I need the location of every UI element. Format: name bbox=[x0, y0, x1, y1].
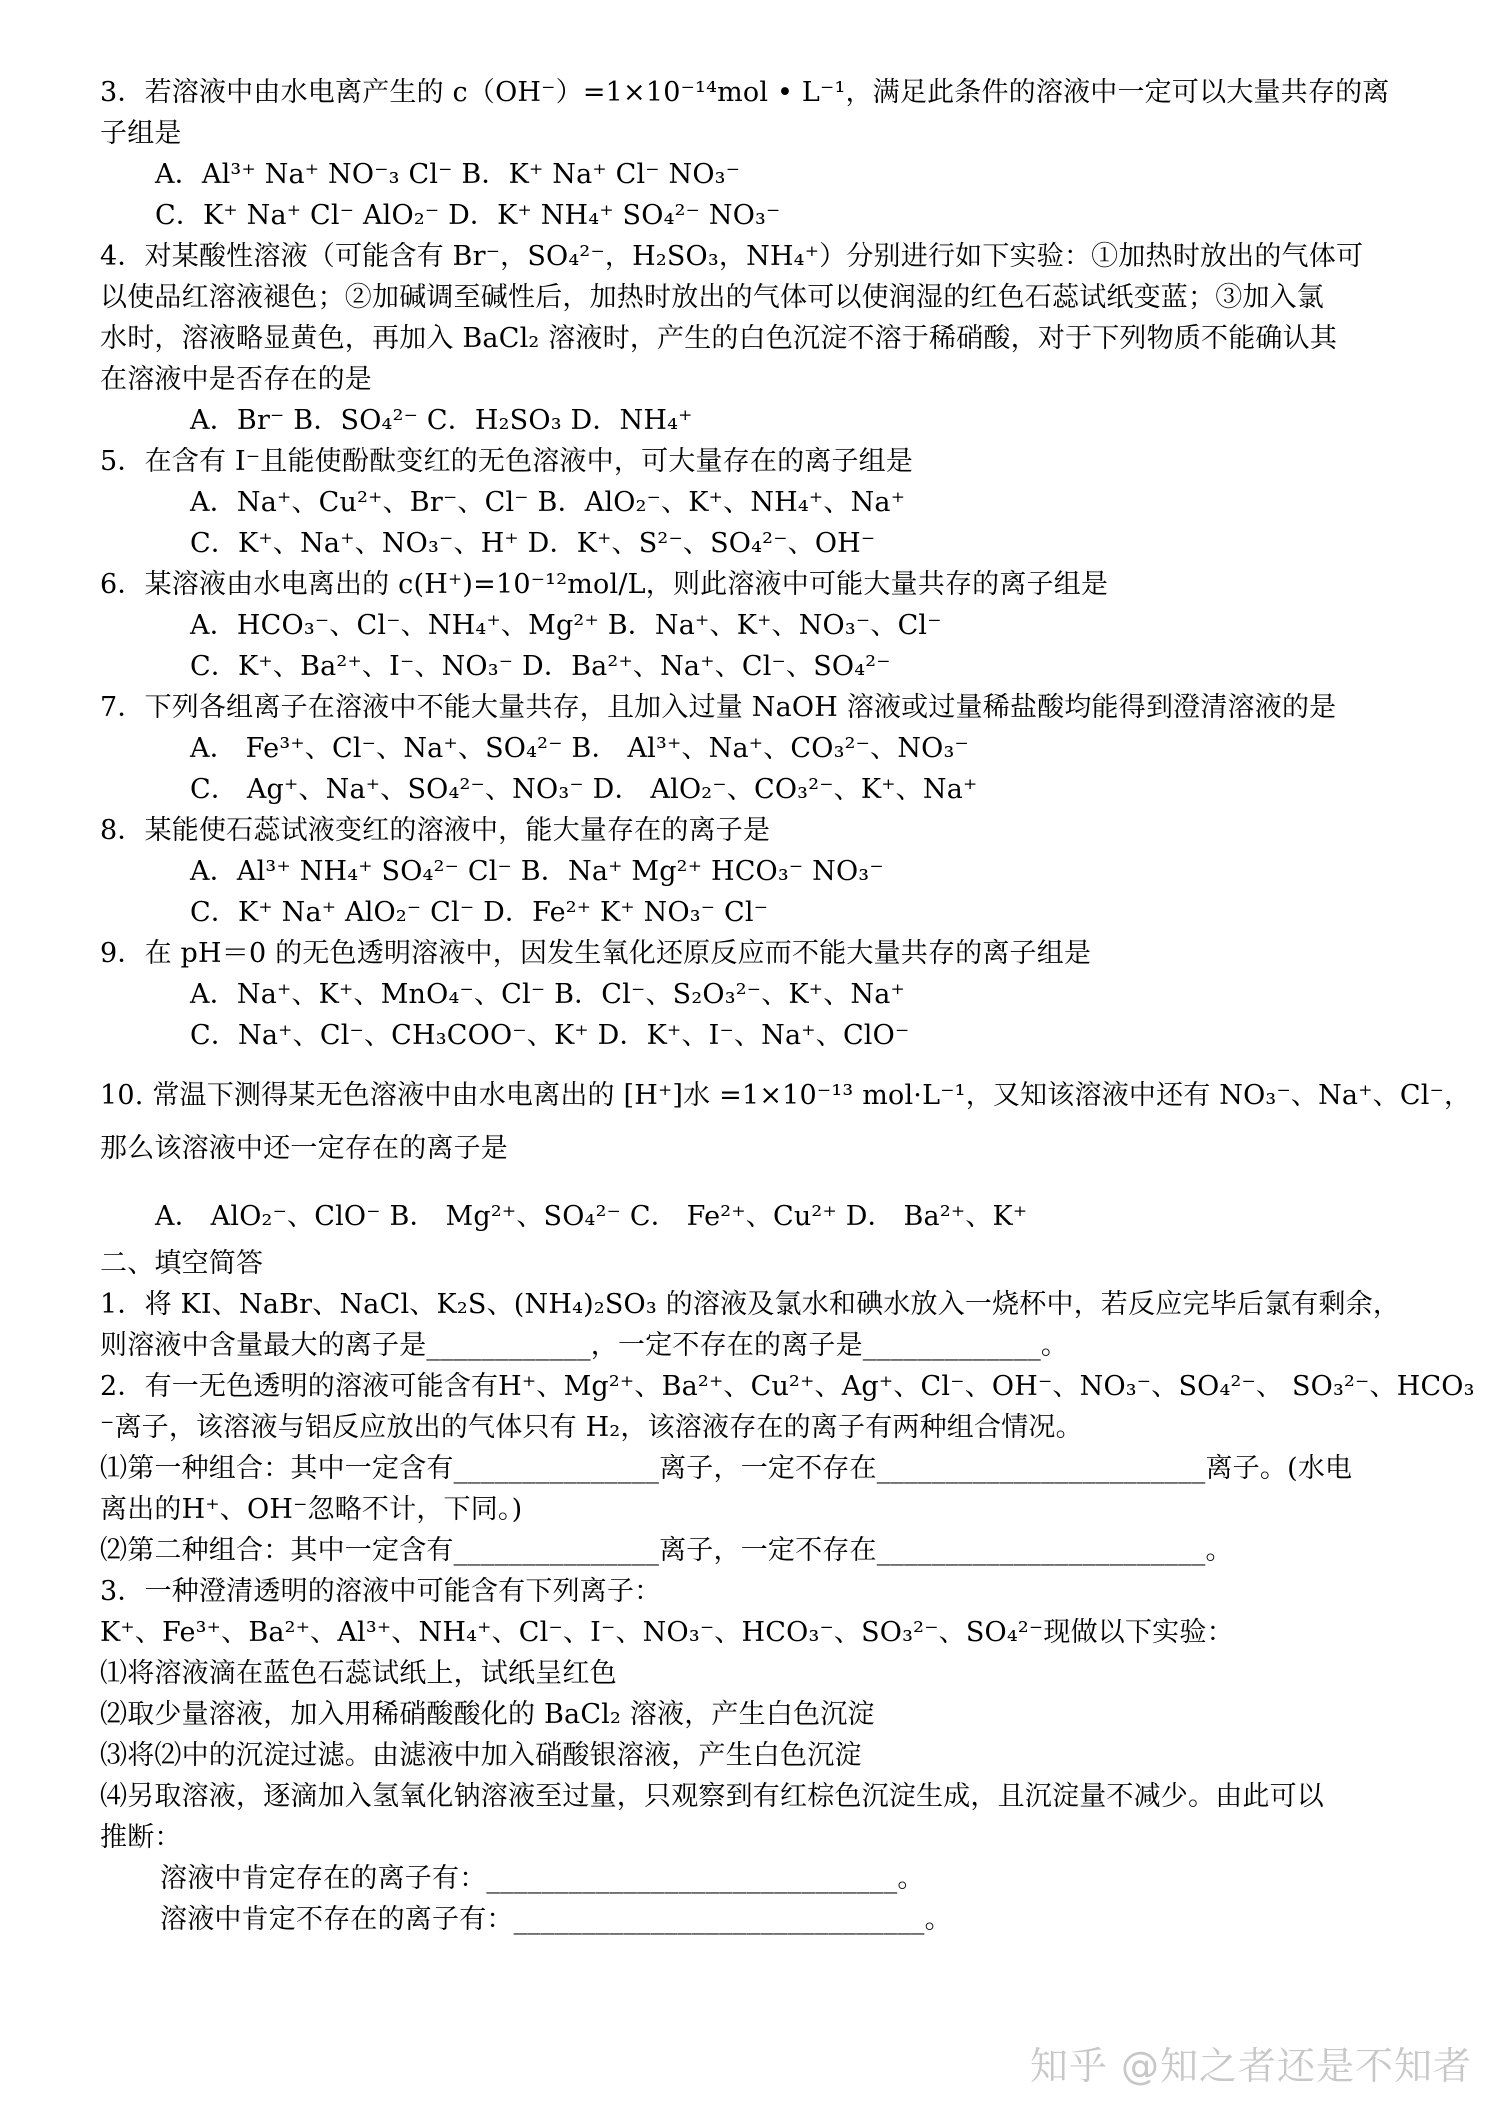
fill-q2-line-2: ⁻离子，该溶液与铝反应放出的气体只有 H₂，该溶液存在的离子有两种组合情况。 bbox=[100, 1412, 1083, 1443]
fill-q3-step-3: ⑶将⑵中的沉淀过滤。由滤液中加入硝酸银溶液，产生白色沉淀 bbox=[100, 1740, 862, 1771]
fill-q3-step-4-line-2: 推断： bbox=[100, 1822, 182, 1853]
q4-stem-line-1: 4．对某酸性溶液（可能含有 Br⁻，SO₄²⁻，H₂SO₃，NH₄⁺）分别进行如下实验：①加热时放出的气体可 bbox=[100, 241, 1364, 272]
q9-options-cd: C．Na⁺、Cl⁻、CH₃COO⁻、K⁺ D．K⁺、I⁻、Na⁺、ClO⁻ bbox=[190, 1020, 910, 1051]
q5-stem: 5．在含有 I⁻且能使酚酞变红的无色溶液中，可大量存在的离子组是 bbox=[100, 446, 914, 477]
q7-options-cd: C． Ag⁺、Na⁺、SO₄²⁻、NO₃⁻ D． AlO₂⁻、CO₃²⁻、K⁺、Na⁺ bbox=[190, 774, 978, 805]
fill-q1-line-2: 则溶液中含量最大的离子是____________，一定不存在的离子是_____________。 bbox=[100, 1330, 1069, 1361]
fill-q2-part1-line-1: ⑴第一种组合：其中一定含有_______________离子，一定不存在________________________离子。(水电 bbox=[100, 1453, 1353, 1484]
fill-q2-part2: ⑵第二种组合：其中一定含有_______________离子，一定不存在________________________。 bbox=[100, 1535, 1233, 1566]
q9-stem: 9．在 pH＝0 的无色透明溶液中，因发生氧化还原反应而不能大量共存的离子组是 bbox=[100, 938, 1092, 969]
q3-options-ab: A．Al³⁺ Na⁺ NO⁻₃ Cl⁻ B．K⁺ Na⁺ Cl⁻ NO₃⁻ bbox=[155, 159, 741, 190]
q6-options-ab: A．HCO₃⁻、Cl⁻、NH₄⁺、Mg²⁺ B．Na⁺、K⁺、NO₃⁻、Cl⁻ bbox=[190, 610, 942, 641]
q8-options-cd: C．K⁺ Na⁺ AlO₂⁻ Cl⁻ D．Fe²⁺ K⁺ NO₃⁻ Cl⁻ bbox=[190, 897, 769, 928]
q6-stem: 6．某溶液由水电离出的 c(H⁺)=10⁻¹²mol/L，则此溶液中可能大量共存的离子组是 bbox=[100, 569, 1109, 600]
fill-q3-step-4-line-1: ⑷另取溶液，逐滴加入氢氧化钠溶液至过量，只观察到有红棕色沉淀生成，且沉淀量不减少。由此可以 bbox=[100, 1781, 1324, 1812]
fill-q3-stem: 3．一种澄清透明的溶液中可能含有下列离子： bbox=[100, 1576, 662, 1607]
fill-q1-line-1: 1．将 KI、NaBr、NaCl、K₂S、(NH₄)₂SO₃ 的溶液及氯水和碘水放入一烧杯中，若反应完毕后氯有剩余， bbox=[100, 1289, 1401, 1320]
q9-options-ab: A．Na⁺、K⁺、MnO₄⁻、Cl⁻ B．Cl⁻、S₂O₃²⁻、K⁺、Na⁺ bbox=[190, 979, 906, 1010]
zhihu-watermark: 知乎 @知之者还是不知者 bbox=[1029, 2044, 1472, 2088]
worksheet bbox=[100, 72, 1475, 1940]
q3-options-cd: C．K⁺ Na⁺ Cl⁻ AlO₂⁻ D．K⁺ NH₄⁺ SO₄²⁻ NO₃⁻ bbox=[155, 200, 781, 231]
fill-q2-line-1: 2．有一无色透明的溶液可能含有H⁺、Mg²⁺、Ba²⁺、Cu²⁺、Ag⁺、Cl⁻、OH⁻、NO₃⁻、SO₄²⁻、 SO₃²⁻、HCO₃ bbox=[100, 1371, 1475, 1402]
q4-options: A．Br⁻ B．SO₄²⁻ C．H₂SO₃ D．NH₄⁺ bbox=[190, 405, 693, 436]
fill-q3-ion-list: K⁺、Fe³⁺、Ba²⁺、Al³⁺、NH₄⁺、Cl⁻、I⁻、NO₃⁻、HCO₃⁻、SO₃²⁻、SO₄²⁻现做以下实验： bbox=[100, 1617, 1234, 1648]
q10-stem-line-1: 10. 常温下测得某无色溶液中由水电离出的 [H⁺]水 =1×10⁻¹³ mol·L⁻¹，又知该溶液中还有 NO₃⁻、Na⁺、Cl⁻， bbox=[100, 1080, 1472, 1111]
q7-stem: 7．下列各组离子在溶液中不能大量共存，且加入过量 NaOH 溶液或过量稀盐酸均能得到澄清溶液的是 bbox=[100, 692, 1337, 723]
q4-stem-line-2: 以使品红溶液褪色；②加碱调至碱性后，加热时放出的气体可以使润湿的红色石蕊试纸变蓝；③加入氯 bbox=[100, 282, 1324, 313]
fill-q3-answer-absent: 溶液中肯定不存在的离子有：______________________________。 bbox=[160, 1904, 952, 1935]
q3-stem-line-2: 子组是 bbox=[100, 118, 182, 149]
q10-stem-line-2: 那么该溶液中还一定存在的离子是 bbox=[100, 1133, 508, 1164]
fill-q2-part1-line-2: 离出的H⁺、OH⁻忽略不计，下同。) bbox=[100, 1494, 523, 1525]
fill-q3-answer-present: 溶液中肯定存在的离子有：______________________________。 bbox=[160, 1863, 925, 1894]
q5-options-ab: A．Na⁺、Cu²⁺、Br⁻、Cl⁻ B．AlO₂⁻、K⁺、NH₄⁺、Na⁺ bbox=[190, 487, 906, 518]
q7-options-ab: A． Fe³⁺、Cl⁻、Na⁺、SO₄²⁻ B． Al³⁺、Na⁺、CO₃²⁻、NO₃⁻ bbox=[190, 733, 969, 764]
fill-q3-step-2: ⑵取少量溶液，加入用稀硝酸酸化的 BaCl₂ 溶液，产生白色沉淀 bbox=[100, 1699, 875, 1730]
q3-stem-line-1: 3．若溶液中由水电离产生的 c（OH⁻）=1×10⁻¹⁴mol • L⁻¹，满足此条件的溶液中一定可以大量共存的离 bbox=[100, 77, 1390, 108]
q5-options-cd: C．K⁺、Na⁺、NO₃⁻、H⁺ D．K⁺、S²⁻、SO₄²⁻、OH⁻ bbox=[190, 528, 876, 559]
q8-stem: 8．某能使石蕊试液变红的溶液中，能大量存在的离子是 bbox=[100, 815, 771, 846]
q8-options-ab: A．Al³⁺ NH₄⁺ SO₄²⁻ Cl⁻ B．Na⁺ Mg²⁺ HCO₃⁻ NO₃⁻ bbox=[190, 856, 884, 887]
q6-options-cd: C．K⁺、Ba²⁺、I⁻、NO₃⁻ D．Ba²⁺、Na⁺、Cl⁻、SO₄²⁻ bbox=[190, 651, 891, 682]
section-heading-fill-in: 二、填空简答 bbox=[100, 1248, 264, 1279]
q4-stem-line-4: 在溶液中是否存在的是 bbox=[100, 364, 372, 395]
q10-options: A． AlO₂⁻、ClO⁻ B． Mg²⁺、SO₄²⁻ C． Fe²⁺、Cu²⁺ D． Ba²⁺、K⁺ bbox=[155, 1201, 1028, 1232]
q4-stem-line-3: 水时，溶液略显黄色，再加入 BaCl₂ 溶液时，产生的白色沉淀不溶于稀硝酸，对于下列物质不能确认其 bbox=[100, 323, 1338, 354]
fill-q3-step-1: ⑴将溶液滴在蓝色石蕊试纸上，试纸呈红色 bbox=[100, 1658, 617, 1689]
